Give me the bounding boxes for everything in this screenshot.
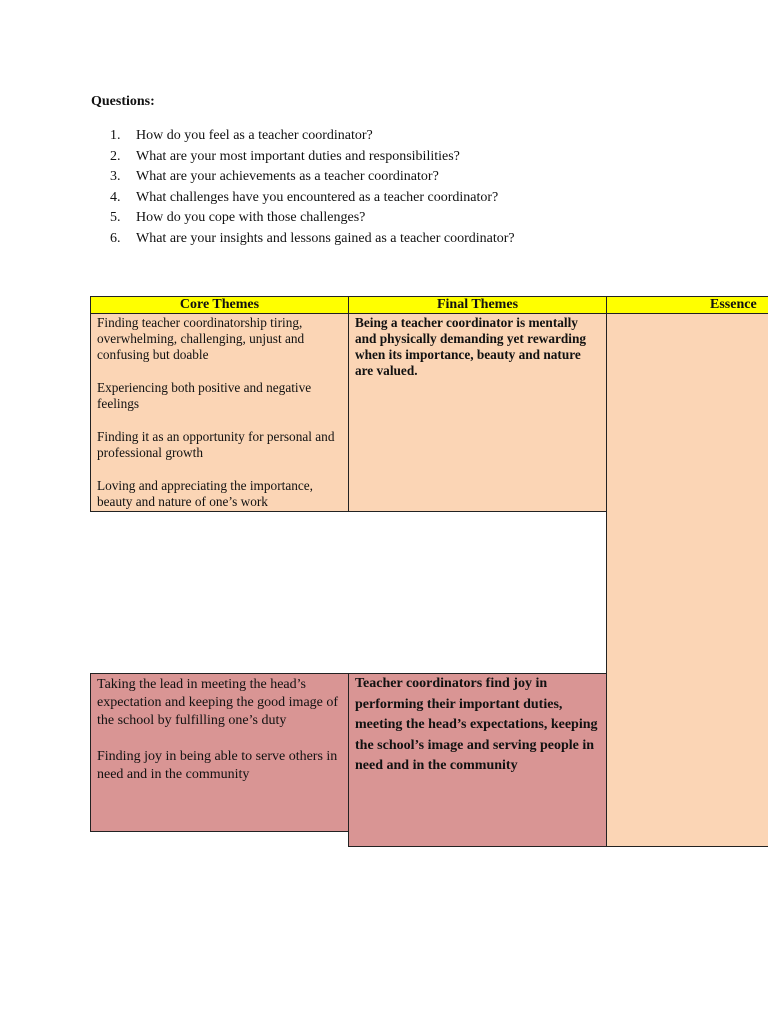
core-theme-text: Taking the lead in meeting the head’s expectation and keeping the good image of the school by fulfilling one’s duty (97, 677, 339, 728)
question-text: What challenges have you encountered as a teacher coordinator? (136, 189, 499, 205)
question-text: How do you cope with those challenges? (136, 210, 366, 225)
header-core-themes: Core Themes (90, 296, 349, 314)
core-theme-text: Experiencing both positive and negative feelings (97, 380, 312, 411)
question-number: 4. (110, 189, 121, 205)
final-theme-text: Teacher coordinators find joy in performing their important duties, meeting the head’s expectations, keeping the school’s image and serving people in need and in the community (355, 676, 598, 773)
question-text: What are your most important duties and responsibilities? (136, 148, 460, 164)
questions-heading: Questions: (91, 94, 155, 109)
final-theme-cell-2 (348, 673, 607, 847)
core-theme-text: Finding it as an opportunity for personal and professional growth (97, 429, 335, 460)
question-text: What are your insights and lessons gained as a teacher coordinator? (136, 230, 515, 246)
essence-cell (606, 313, 768, 847)
core-theme-text: Finding joy in being able to serve others in need and in the community (97, 749, 338, 782)
core-themes-cell-1 (90, 313, 349, 512)
question-text: How do you feel as a teacher coordinator? (136, 128, 373, 143)
question-number: 2. (110, 148, 121, 164)
core-theme-text: Loving and appreciating the importance, beauty and nature of one’s work (97, 478, 313, 509)
core-themes-cell-2 (90, 673, 349, 832)
core-theme-text: Finding teacher coordinatorship tiring, overwhelming, challenging, unjust and confusing but doable (97, 315, 305, 362)
header-essence: Essence (606, 296, 768, 314)
final-theme-text: Being a teacher coordinator is mentally and physically demanding yet rewarding when its importance, beauty and nature are valued. (355, 315, 587, 378)
final-theme-cell-1 (348, 313, 607, 512)
question-text: What are your achievements as a teacher coordinator? (136, 169, 439, 184)
question-number: 3. (110, 169, 121, 184)
header-final-themes: Final Themes (348, 296, 607, 314)
question-number: 1. (110, 128, 121, 143)
question-number: 5. (110, 210, 121, 225)
question-number: 6. (110, 230, 121, 246)
